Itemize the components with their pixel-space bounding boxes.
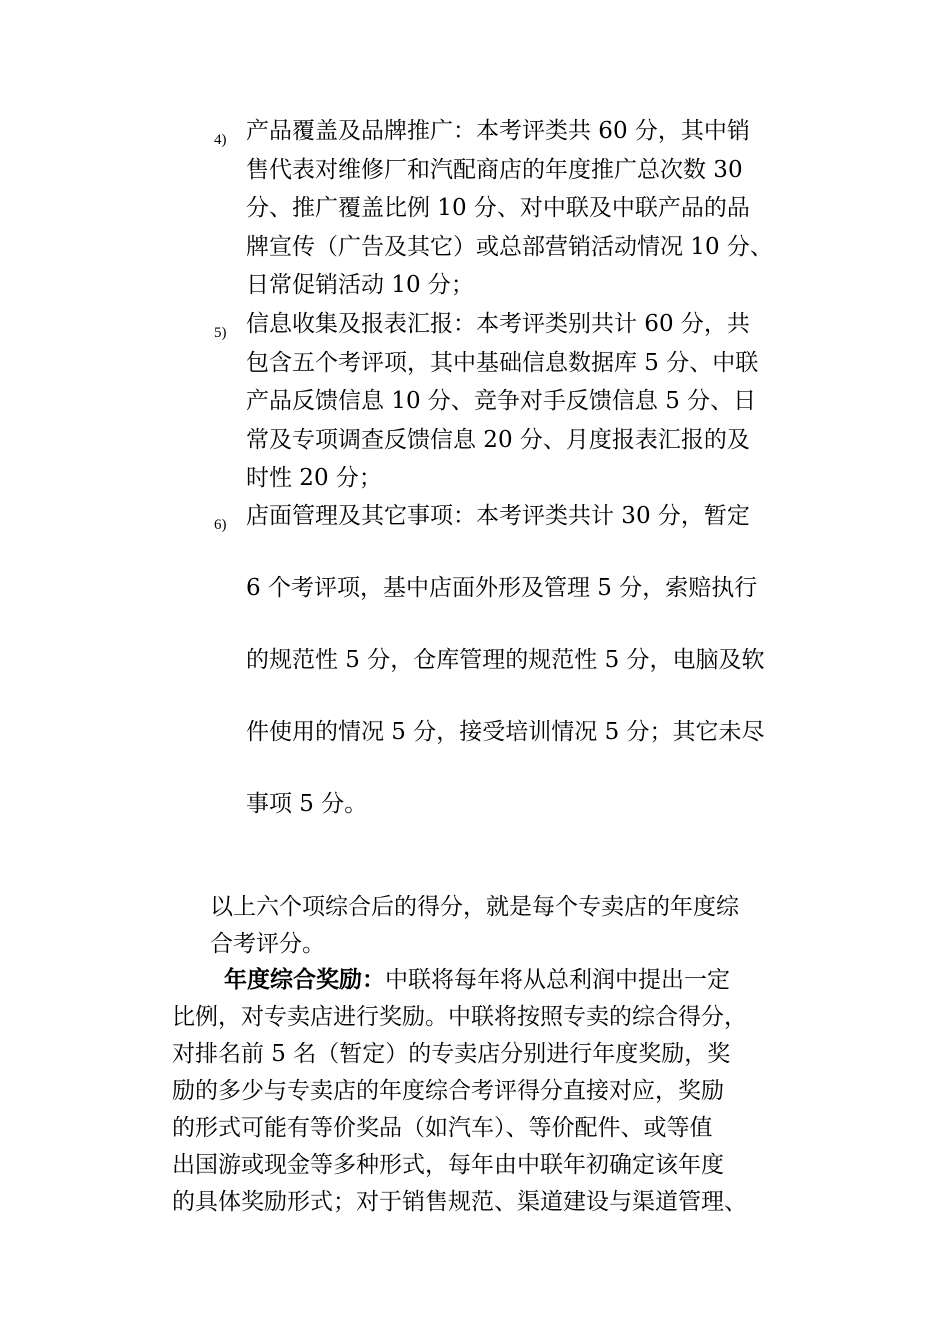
award-heading: 年度综合奖励：	[224, 967, 385, 993]
summary-paragraph: 以上六个项综合后的得分，就是每个专卖店的年度综 合考评分。	[210, 894, 739, 957]
award-body: 中联将每年将从总利润中提出一定 比例，对专卖店进行奖励。中联将按照专卖的综合得分， 对排名前 5 名（暂定）的专卖店分别进行年度奖励，奖 励的多少与专卖店的年度综合考评得分直接对应，奖励 的形式可能有等价奖品（如汽车）、等价配件、或等值 出国游或现金等多种形式，每年由中联年初确定该年度 的具体奖励形式；对于销售规范、渠道建设与渠道管理、	[172, 967, 747, 1215]
list-text-6: 店面管理及其它事项：本考评类共计 30 分，暂定 6 个考评项，基中店面外形及管理 5 分，索赔执行 的规范性 5 分，仓库管理的规范性 5 分，电脑及软 件使用的情况 5 分，接受培训情况 5 分；其它未尽 事项 5 分。	[246, 503, 765, 817]
list-text-4: 产品覆盖及品牌推广：本考评类共 60 分，其中销 售代表对维修厂和汽配商店的年度推广总次数 30 分、推广覆盖比例 10 分、对中联及中联产品的品 牌宣传（广告及其它）或总部营销活动情况 10 分、 日常促销活动 10 分；	[246, 118, 773, 298]
list-text-5: 信息收集及报表汇报：本考评类别共计 60 分，共 包含五个考评项，其中基础信息数据库 5 分、中联 产品反馈信息 10 分、竞争对手反馈信息 5 分、日 常及专项调查反馈信息 20 分、月度报表汇报的及 时性 20 分；	[246, 311, 759, 491]
list-number-6: 6)	[214, 517, 227, 533]
list-number-4: 4)	[214, 132, 227, 148]
list-number-5: 5)	[214, 325, 227, 341]
award-paragraph	[172, 962, 832, 1221]
